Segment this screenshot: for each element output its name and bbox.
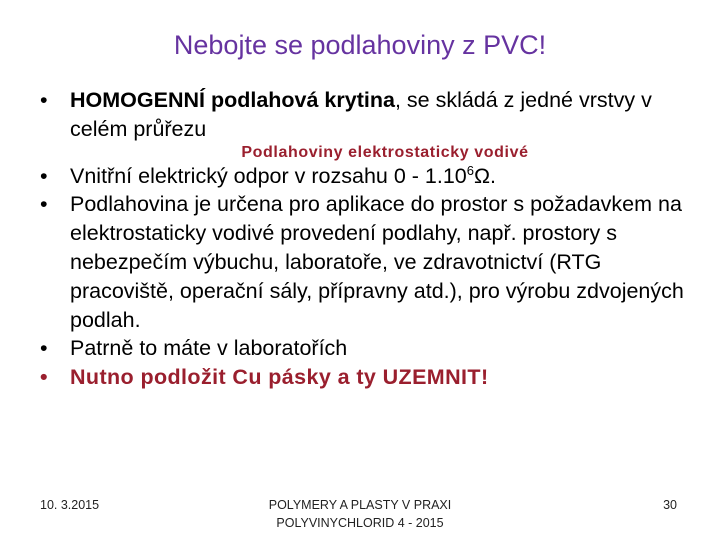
bullet-dot: • bbox=[40, 365, 48, 390]
bullet-uzemnit-text: Nutno podložit Cu pásky a ty UZEMNIT! bbox=[70, 365, 489, 390]
bullet-homogenni-text: , se skládá z jedné vrstvy v celém průřezu bbox=[70, 88, 652, 141]
footer-course-line2: POLYVINYCHLORID 4 - 2015 bbox=[276, 516, 444, 530]
footer-course bbox=[200, 496, 520, 532]
bullet-odpor-exponent: 6 bbox=[466, 162, 474, 178]
bullet-odpor-unit: Ω. bbox=[473, 163, 497, 188]
bullet-laboratore-text: Patrně to máte v laboratořích bbox=[70, 336, 348, 361]
bullet-laboratore bbox=[40, 334, 700, 363]
slide-content bbox=[40, 86, 700, 392]
subheading-vodive: Podlahoviny elektrostaticky vodivé bbox=[241, 143, 529, 161]
bullet-uzemnit bbox=[40, 363, 700, 392]
bullet-homogenni-bold: HOMOGENNÍ podlahová krytina bbox=[70, 88, 395, 112]
slide-title: Nebojte se podlahoviny z PVC! bbox=[173, 30, 547, 60]
bullet-dot: • bbox=[40, 336, 48, 361]
bullet-dot: • bbox=[40, 192, 48, 217]
bullet-urceni-text: Podlahovina je určena pro aplikace do prostor s požadavkem na elektrostaticky vodivé provedení podlahy, např. prostory s nebezpečím výbuchu, laboratoře, ve zdravotnictví (RTG pracoviště, operační sály, přípravny atd.), pro výrobu zdvojených podlah. bbox=[70, 192, 684, 332]
footer-date: 10. 3.2015 bbox=[40, 498, 100, 512]
bullet-urceni bbox=[40, 190, 700, 334]
bullet-odpor-text: Vnitřní elektrický odpor v rozsahu 0 - 1.10 bbox=[70, 163, 467, 188]
bullet-odpor bbox=[40, 162, 700, 191]
bullet-homogenni bbox=[40, 86, 700, 144]
page-number: 30 bbox=[663, 498, 677, 512]
footer-course-line1: POLYMERY A PLASTY V PRAXI bbox=[268, 498, 452, 512]
bullet-dot: • bbox=[40, 163, 48, 188]
bullet-dot: • bbox=[40, 88, 48, 112]
